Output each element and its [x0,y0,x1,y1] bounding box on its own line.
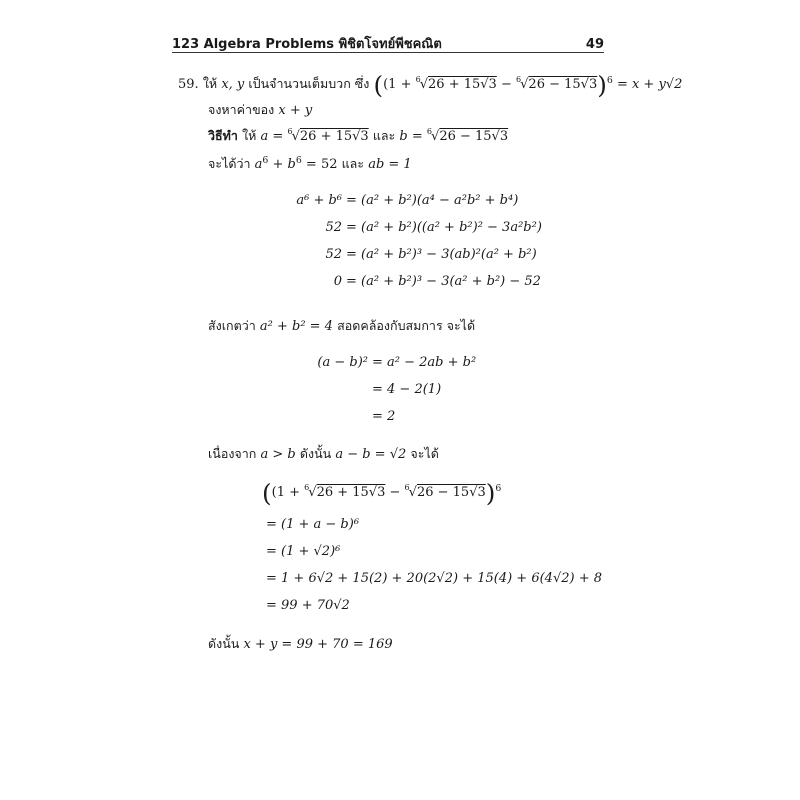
block1-row-rhs: = (a² + b²)(a⁴ − a²b² + b⁴) [346,193,519,208]
problem-statement [178,70,683,100]
get-text: จะได้ [410,446,439,461]
solution-facts [208,154,412,172]
and-text: และ [372,128,396,143]
header-divider [172,52,604,53]
root-index: 6 [404,482,410,492]
block3-radicand-1: 26 + 15√3 [316,485,386,500]
close-paren: ) [597,70,607,100]
problem-vars: x, y [221,77,245,92]
open-paren: ( [262,478,272,508]
minus-sign: − [496,77,516,92]
block3-exponent: 6 [495,482,502,494]
observation [208,320,475,333]
b-radicand: 26 − 15√3 [439,129,509,144]
root-index: 6 [287,126,293,136]
block3-open: (1 + [271,485,305,500]
block3-row: = (1 + a − b)⁶ [266,517,360,532]
a-radicand: 26 + 15√3 [299,129,369,144]
therefore-text: ดังนั้น [299,446,332,461]
block2-row-rhs: = a² − 2ab + b² [372,355,477,370]
fact-exp-a: 6 [262,154,269,166]
exponent: 6 [606,74,613,86]
block1-row-lhs: 52 [325,220,342,235]
fact-product: ab = 1 [368,157,412,172]
fact-a: a [254,157,263,172]
observe-expression: a² + b² = 4 [259,319,333,334]
since-line [208,448,439,461]
root-index: 6 [415,74,421,84]
observe-text-2: สอดคล้องกับสมการ จะได้ [337,318,476,333]
since-expression: a > b [260,447,296,462]
task-expression: x + y [278,103,313,118]
task-text: จงหาค่าของ [208,102,275,117]
open-paren: ( [373,70,384,100]
page-number: 49 [585,37,604,52]
let-text: ให้ [242,128,257,143]
final-answer [208,638,393,651]
fact-exp-b: 6 [295,154,302,166]
block1-row-rhs: = (a² + b²)³ − 3(ab)²(a² + b²) [346,247,537,262]
block3-radicand-2: 26 − 15√3 [416,485,486,500]
solution-definition: วิธีทำ ให้ a = $^6$√26 + 15√3 และ b = $^6$√26 − 15√3 [208,126,509,144]
block1-row-rhs: = (a² + b²)((a² + b²)² − 3a²b²) [346,220,542,235]
and-text: และ [341,156,365,171]
radicand-1: 26 + 15√3 [428,77,497,92]
root-index: 6 [516,74,522,84]
root-index: 6 [426,126,433,136]
block2-row-rhs: = 2 [372,409,396,424]
fact-sum: = 52 [301,157,338,172]
block3-row: = 99 + 70√2 [266,598,350,613]
block1-row-lhs: 0 [333,274,342,289]
problem-intro: ให้ [202,76,218,91]
b-definition-lhs: b = [399,129,427,144]
block1-row-lhs: 52 [325,247,342,262]
problem-number: 59. [178,77,199,92]
radicand-2: 26 − 15√3 [528,77,598,92]
we-get-text: จะได้ว่า [208,156,251,171]
final-expression: x + y = 99 + 70 = 169 [243,637,393,652]
block3-minus: − [385,485,405,500]
since-text: เนื่องจาก [208,446,257,461]
fact-b: + b [268,157,296,172]
problem-rhs: = x + y√2 [612,77,683,92]
block2-row-lhs: (a − b)² [317,355,368,370]
problem-task [208,104,312,117]
block3-row: = 1 + 6√2 + 15(2) + 20(2√2) + 15(4) + 6(4√2) + 8 [266,571,603,586]
book-title: 123 Algebra Problems พิชิตโจทย์พีชคณิต [172,37,442,52]
running-header [172,33,604,54]
block3-first-line: ($(1 + ^6√26 + 15√3 - ^6√26 - 15√3)^6$ [262,478,502,508]
problem-open: (1 + [383,77,416,92]
block3-row: = (1 + √2)⁶ [266,544,341,559]
block1-row-rhs: = (a² + b²)³ − 3(a² + b²) − 52 [346,274,541,289]
close-paren: ) [485,478,496,508]
problem-positive-text: เป็นจำนวนเต็มบวก ซึ่ง [248,76,370,91]
block2-row-rhs: = 4 − 2(1) [372,382,442,397]
since-expression-2: a − b = √2 [335,447,407,462]
problem-equation: ($(1 + ^6√26 + 15√3 - ^6√26 - 15√3)^6 = x + y√2$ [373,70,683,100]
a-definition-lhs: a = [260,129,288,144]
observe-text: สังเกตว่า [208,318,256,333]
therefore-text: ดังนั้น [208,636,240,651]
root-index: 6 [304,482,310,492]
block1-row-lhs: a⁶ + b⁶ [296,193,342,208]
solution-heading: วิธีทำ [208,128,238,143]
